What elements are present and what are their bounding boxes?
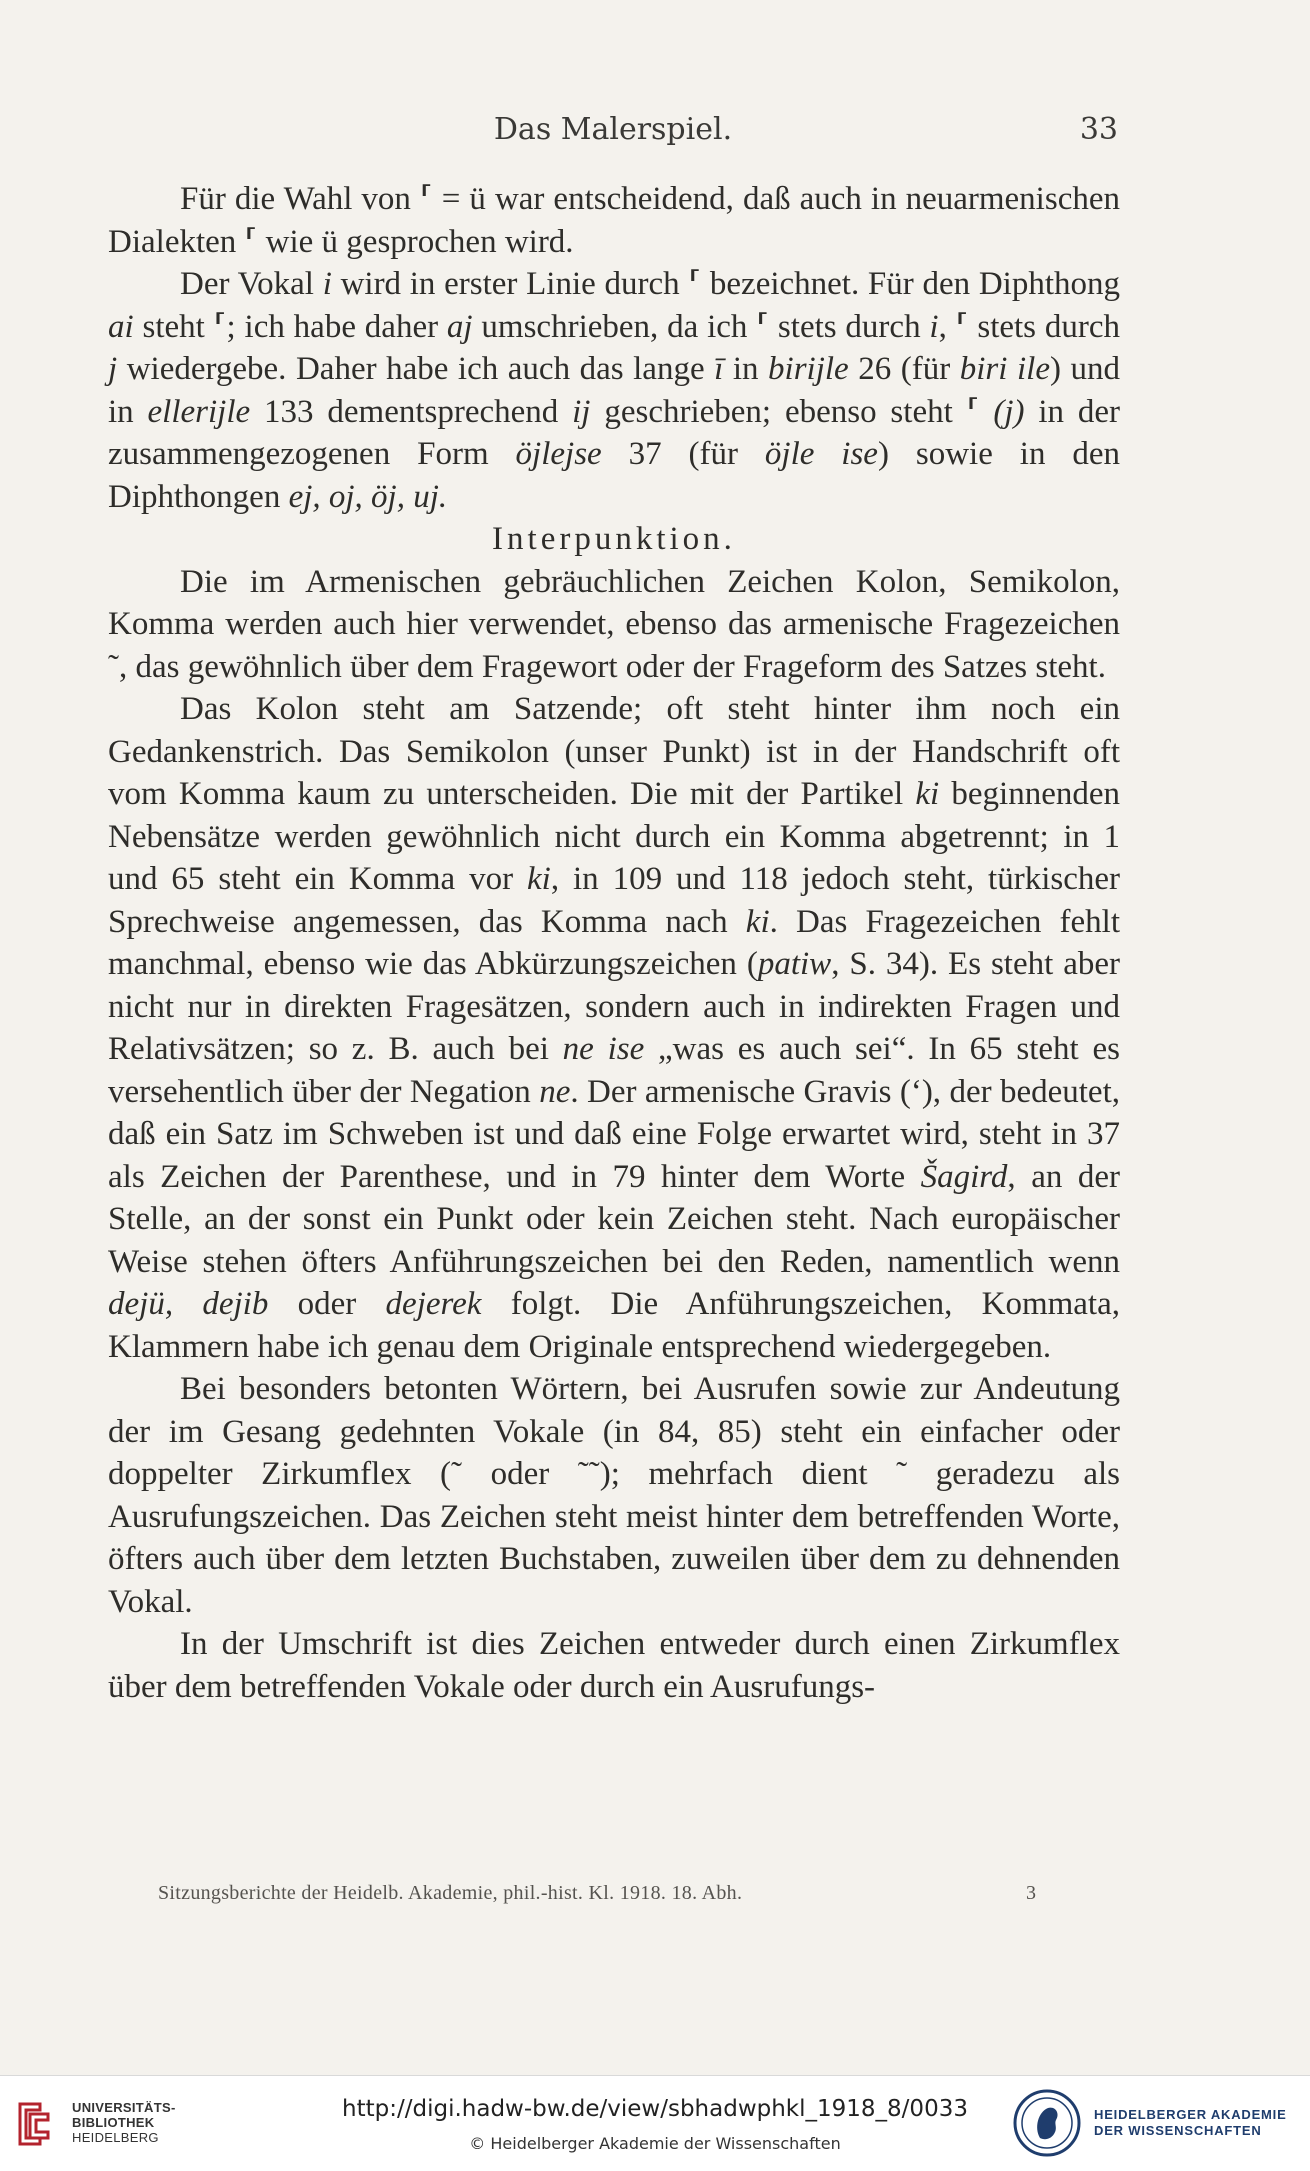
running-title: Das Malerspiel.	[493, 112, 733, 147]
signature-line	[158, 1882, 1038, 1905]
academy-seal-icon[interactable]	[1012, 2088, 1082, 2158]
paragraph: Die im Armenischen gebräuchlichen Zeichen Kolon, Semikolon, Komma werden auch hier verwendet, ebenso das armenische Fragezeichen ˜, das gewöhnlich über dem Fragewort oder der Frageform des Satzes steht.	[108, 563, 1120, 685]
section-heading: Interpunktion.	[492, 521, 736, 557]
paragraph: In der Umschrift ist dies Zeichen entweder durch einen Zirkumflex über dem betreffenden Vokale oder durch ein Ausrufungs-	[108, 1626, 1120, 1705]
paragraph: Das Kolon steht am Satzende; oft steht hinter ihm noch ein Gedankenstrich. Das Semikolon (unser Punkt) ist in der Handschrift oft vom Komma kaum zu unterscheiden. Die mit der Partikel ki beginnenden Nebensätze werden gewöhnlich nicht durch ein Komma abgetrennt; in 1 und 65 steht ein Komma vor ki, in 109 und 118 jedoch steht, türkischer Sprechweise angemessen, das Komma nach ki. Das Fragezeichen fehlt manchmal, ebenso wie das Abkürzungszeichen (patiw, S. 34). Es steht aber nicht nur in direkten Fragesätzen, sondern auch in indirekten Fragen und Relativsätzen; so z. B. auch bei ne ise „was es auch sei“. In 65 steht es versehentlich über der Negation ne. Der armenische Gravis (‘), der bedeutet, daß ein Satz im Schweben ist und daß eine Folge erwartet wird, steht in 37 als Zeichen der Parenthese, und in 79 hinter dem Worte Šagird, an der Stelle, an der sonst ein Punkt oder kein Zeichen steht. Nach europäischer Weise stehen öfters Anführungszeichen bei den Reden, namentlich wenn dejü, dejib oder dejerek folgt. Die Anführungszeichen, Kommata, Klammern habe ich genau dem Originale entsprechend wiedergegeben.	[108, 691, 1121, 1365]
signature-text: Sitzungsberichte der Heidelb. Akademie, phil.-hist. Kl. 1918. 18. Abh.	[158, 1882, 743, 1904]
paragraph: Für die Wahl von ⸢ = ü war entscheidend, daß auch in neuarmenischen Dialekten ⸢ wie ü gesprochen wird.	[108, 181, 1120, 260]
copyright-notice: © Heidelberger Akademie der Wissenschaften	[469, 2134, 841, 2153]
library-name: UNIVERSITÄTS- BIBLIOTHEK HEIDELBERG	[72, 2100, 176, 2145]
running-header	[108, 112, 1118, 152]
page-number: 33	[1079, 112, 1118, 147]
main-text	[108, 178, 1120, 1708]
permalink-url[interactable]: http://digi.hadw-bw.de/view/sbhadwphkl_1918_8/0033	[342, 2096, 968, 2122]
academy-name: HEIDELBERGER AKADEMIE DER WISSENSCHAFTEN	[1094, 2107, 1287, 2138]
paragraph: Bei besonders betonten Wörtern, bei Ausrufen sowie zur Andeutung der im Gesang gedehnten Vokale (in 84, 85) steht ein einfacher oder doppelter Zirkumflex (˜ oder ˜˜); mehrfach dient ˜ geradezu als Ausrufungszeichen. Das Zeichen steht meist hinter dem betreffenden Worte, öfters auch über dem letzten Buchstaben, zuweilen über dem zu dehnenden Vokal.	[108, 1371, 1120, 1620]
viewer-footer	[0, 2075, 1310, 2171]
paragraph: Der Vokal i wird in erster Linie durch ⸢ bezeichnet. Für den Diphthong ai steht ⸢; ich habe daher aj umschrieben, da ich ⸢ stets durch i, ⸢ stets durch j wiedergebe. Daher habe ich auch das lange ī in birijle 26 (für biri ile) und in ellerijle 133 dementsprechend ij geschrieben; ebenso steht ⸢ (j) in der zusammengezogenen Form öjlejse 37 (für öjle ise) sowie in den Diphthongen ej, oj, öj, uj.	[108, 266, 1121, 515]
signature-number: 3	[1026, 1882, 1037, 1904]
